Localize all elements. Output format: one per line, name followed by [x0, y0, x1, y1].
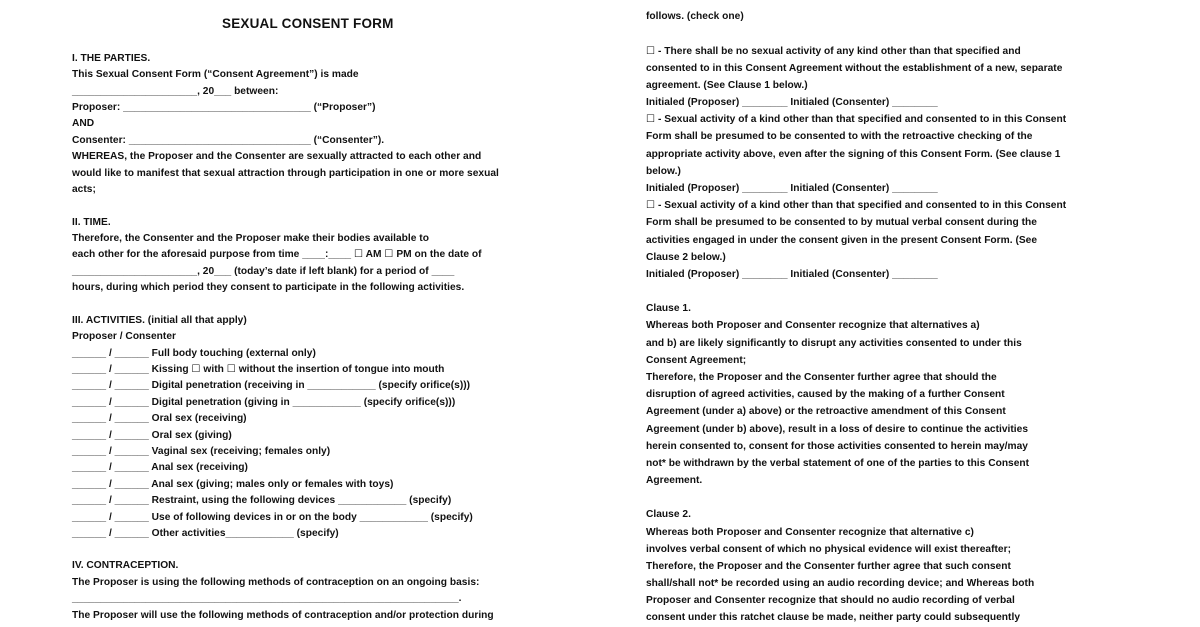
text-line: consented to in this Consent Agreement without the establishment of a new, separate: [646, 63, 1063, 74]
clause-1-heading: Clause 1.: [646, 303, 691, 314]
section-heading-time: II. TIME.: [72, 217, 111, 228]
text-line: ______________________, 20___ (today’s date if left blank) for a period of ____: [72, 266, 455, 277]
text-line: Agreement (under b) above), result in a loss of desire to continue the activities: [646, 424, 1029, 435]
text-line: Form shall be presumed to be consented to by mutual verbal consent during the: [646, 217, 1037, 228]
text-line: disruption of agreed activities, caused by the making of a further Consent: [646, 389, 1005, 400]
text-line: Proposer / Consenter: [72, 331, 176, 342]
initial-line: Initialed (Proposer) ________ Initialed (Consenter) ________: [646, 269, 938, 280]
activity-item: ______ / ______ Other activities____________ (specify): [72, 528, 339, 539]
text-line: herein consented to, consent for those activities consented to herein may/may: [646, 441, 1028, 452]
activity-item: ______ / ______ Restraint, using the following devices ____________ (specify): [72, 495, 452, 506]
activity-item: ______ / ______ Digital penetration (receiving in ____________ (specify orifice(s))): [72, 380, 471, 391]
text-line: ______________________, 20___ between:: [72, 86, 279, 97]
text-line: Clause 2 below.): [646, 252, 726, 263]
text-line: ____________________________________________________________________.: [72, 593, 462, 604]
text-line: activities engaged in under the consent given in the present Consent Form. (See: [646, 235, 1038, 246]
activity-item: ______ / ______ Full body touching (external only): [72, 348, 316, 359]
text-line: Consenter: ________________________________ (“Consenter”).: [72, 135, 385, 146]
option-a: ☐ - There shall be no sexual activity of any kind other than that specified and: [646, 46, 1021, 57]
text-line: This Sexual Consent Form (“Consent Agreement”) is made: [72, 69, 359, 80]
text-line: The Proposer will use the following methods of contraception and/or protection during: [72, 610, 494, 621]
text-line: hours, during which period they consent to participate in the following activities.: [72, 282, 465, 293]
text-line: Whereas both Proposer and Consenter recognize that alternatives a): [646, 320, 980, 331]
clause-2-heading: Clause 2.: [646, 509, 691, 520]
section-heading-parties: I. THE PARTIES.: [72, 53, 151, 64]
activity-item: ______ / ______ Kissing ☐ with ☐ without the insertion of tongue into mouth: [72, 364, 445, 375]
activity-item: ______ / ______ Anal sex (receiving): [72, 462, 248, 473]
activity-item: ______ / ______ Anal sex (giving; males only or females with toys): [72, 479, 394, 490]
activity-item: ______ / ______ Oral sex (giving): [72, 430, 232, 441]
text-line: not* be withdrawn by the verbal statement of one of the parties to this Consent: [646, 458, 1030, 469]
text-line: Consent Agreement;: [646, 355, 747, 366]
initial-line: Initialed (Proposer) ________ Initialed (Consenter) ________: [646, 183, 938, 194]
text-line: would like to manifest that sexual attraction through participation in one or more sexual: [72, 168, 499, 179]
activity-item: ______ / ______ Use of following devices in or on the body ____________ (specify): [72, 512, 473, 523]
text-line: Proposer: _________________________________ (“Proposer”): [72, 102, 376, 113]
text-line: and b) are likely significantly to disrupt any activities consented to under this: [646, 338, 1022, 349]
activity-item: ______ / ______ Digital penetration (giving in ____________ (specify orifice(s))): [72, 397, 456, 408]
text-line: appropriate activity above, even after the signing of this Consent Form. (See clause 1: [646, 149, 1061, 160]
text-line: Agreement (under a) above) or the retroactive amendment of this Consent: [646, 406, 1006, 417]
activity-item: ______ / ______ Vaginal sex (receiving; females only): [72, 446, 331, 457]
text-line: each other for the aforesaid purpose from time ____:____ ☐ AM ☐ PM on the date of: [72, 249, 482, 260]
section-heading-contraception: IV. CONTRACEPTION.: [72, 560, 179, 571]
document-title: SEXUAL CONSENT FORM: [222, 16, 394, 31]
text-line: AND: [72, 118, 95, 129]
text-line: Whereas both Proposer and Consenter recognize that alternative c): [646, 527, 974, 538]
section-heading-activities: III. ACTIVITIES. (initial all that apply): [72, 315, 247, 326]
text-line: Therefore, the Consenter and the Proposer make their bodies available to: [72, 233, 429, 244]
text-line: agreement. (See Clause 1 below.): [646, 80, 808, 91]
text-line: Proposer and Consenter recognize that should no audio recording of verbal: [646, 595, 1015, 606]
initial-line: Initialed (Proposer) ________ Initialed (Consenter) ________: [646, 97, 938, 108]
text-line: Therefore, the Proposer and the Consenter further agree that such consent: [646, 561, 1011, 572]
text-line: The Proposer is using the following methods of contraception on an ongoing basis:: [72, 577, 480, 588]
text-line: Agreement.: [646, 475, 703, 486]
text-line: acts;: [72, 184, 96, 195]
activity-item: ______ / ______ Oral sex (receiving): [72, 413, 247, 424]
text-line: involves verbal consent of which no physical evidence will exist thereafter;: [646, 544, 1011, 555]
option-b: ☐ - Sexual activity of a kind other than that specified and consented to in this Consent: [646, 114, 1067, 125]
text-line: WHEREAS, the Proposer and the Consenter are sexually attracted to each other and: [72, 151, 482, 162]
text-line: follows. (check one): [646, 11, 744, 22]
text-line: below.): [646, 166, 681, 177]
text-line: shall/shall not* be recorded using an audio recording device; and Whereas both: [646, 578, 1035, 589]
text-line: Form shall be presumed to be consented to with the retroactive checking of the: [646, 131, 1033, 142]
option-c: ☐ - Sexual activity of a kind other than that specified and consented to in this Consent: [646, 200, 1067, 211]
text-line: Therefore, the Proposer and the Consenter further agree that should the: [646, 372, 997, 383]
text-line: consent under this ratchet clause be made, neither party could subsequently: [646, 612, 1020, 623]
